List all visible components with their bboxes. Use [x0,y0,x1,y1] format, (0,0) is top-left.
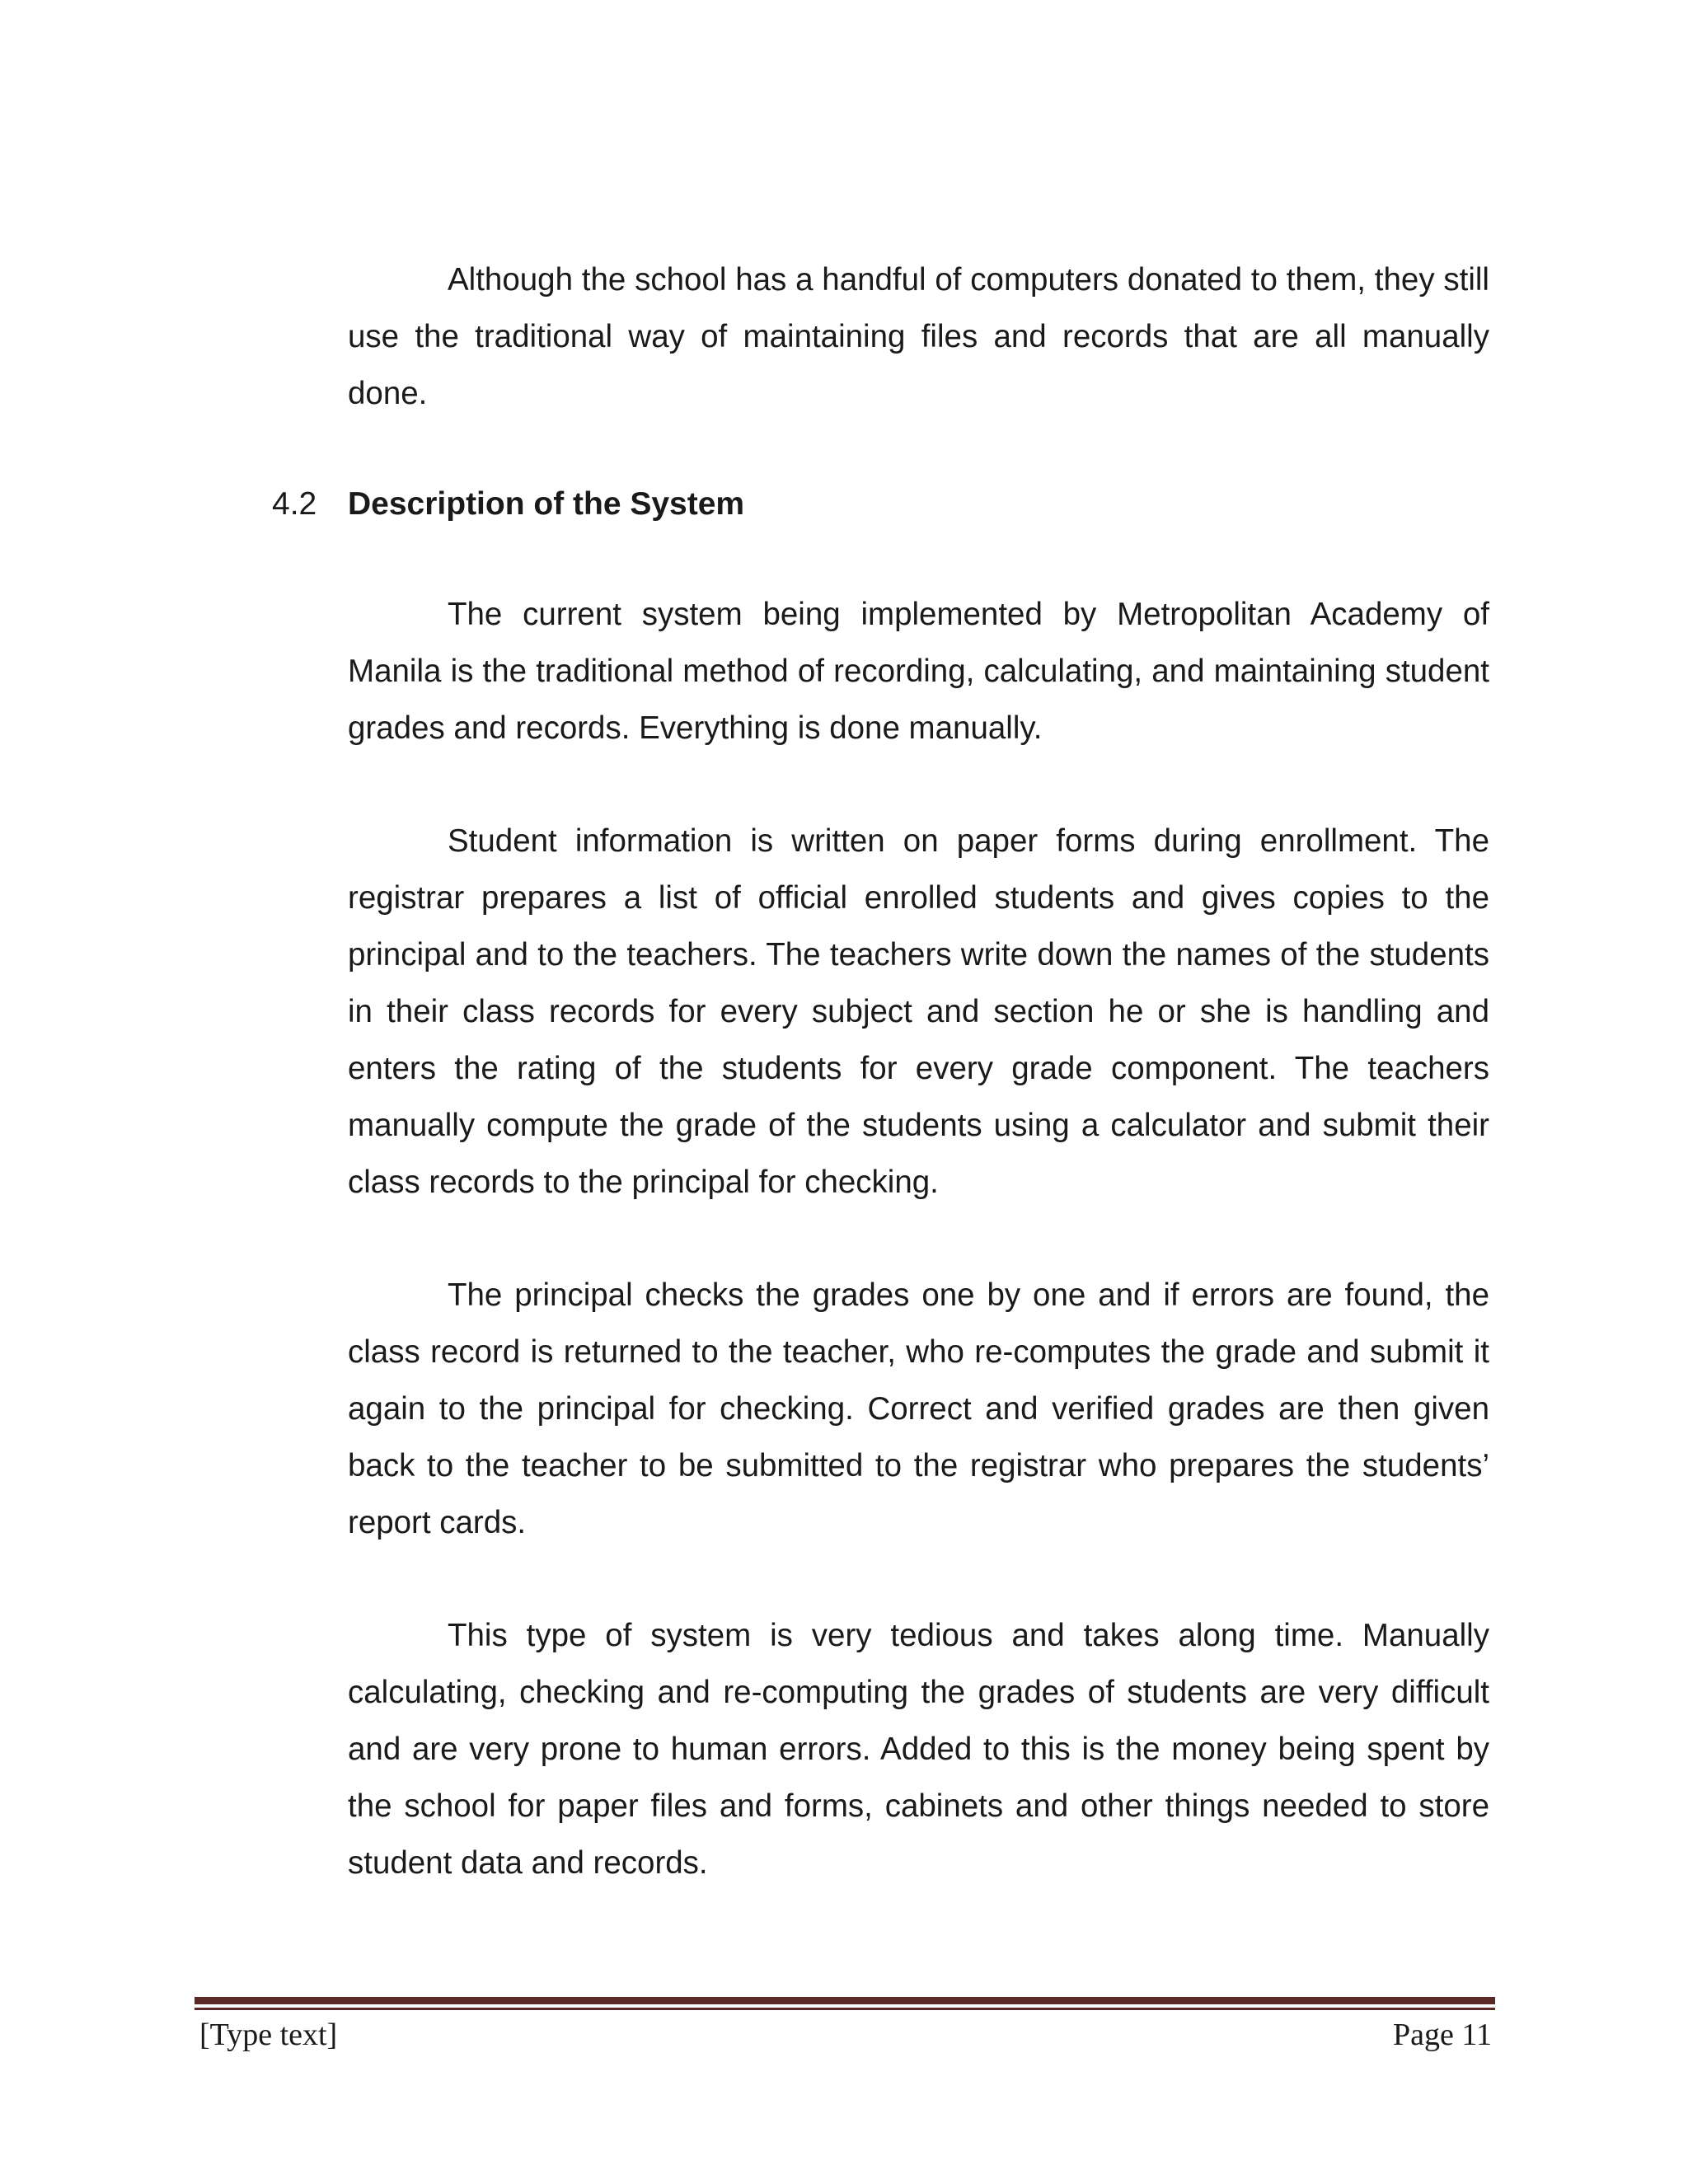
intro-paragraph: Although the school has a handful of computers donated to them, they still use the traditional way of maintaining files and records that are all manually done. [348,262,1489,411]
section-title: Description of the System [348,486,745,522]
footer-placeholder-text: [Type text] [199,2018,338,2052]
page-body [272,251,1489,1891]
section-heading [272,476,1489,532]
footer-rule-thin [195,2008,1495,2010]
section-number: 4.2 [272,486,317,522]
body-paragraph: The current system being implemented by Metropolitan Academy of Manila is the traditional method of recording, calculating, and maintaining student grades and records. Everything is done manually. [348,597,1489,746]
footer-rule-thick [195,1997,1495,2004]
body-paragraph: The principal checks the grades one by one and if errors are found, the class record is returned to the teacher, who re-computes the grade and submit it again to the principal for checking. Correct and verified grades are then given back to the teacher to be submitted to the registrar who prepares the students’ report cards. [348,1277,1489,1540]
body-paragraph: This type of system is very tedious and takes along time. Manually calculating, checking and re-computing the grades of students are very difficult and are very prone to human errors. Added to this is the money being spent by the school for paper files and forms, cabinets and other things needed to store student data and records. [348,1618,1489,1881]
page-number: Page 11 [1393,2018,1492,2052]
body-paragraph: Student information is written on paper forms during enrollment. The registrar prepares a list of official enrolled students and gives copies to the principal and to the teachers. The teachers write down the names of the students in their class records for every subject and section he or she is handling and enters the rating of the students for every grade component. The teachers manually compute the grade of the students using a calculator and submit their class records to the principal for checking. [348,823,1489,1200]
